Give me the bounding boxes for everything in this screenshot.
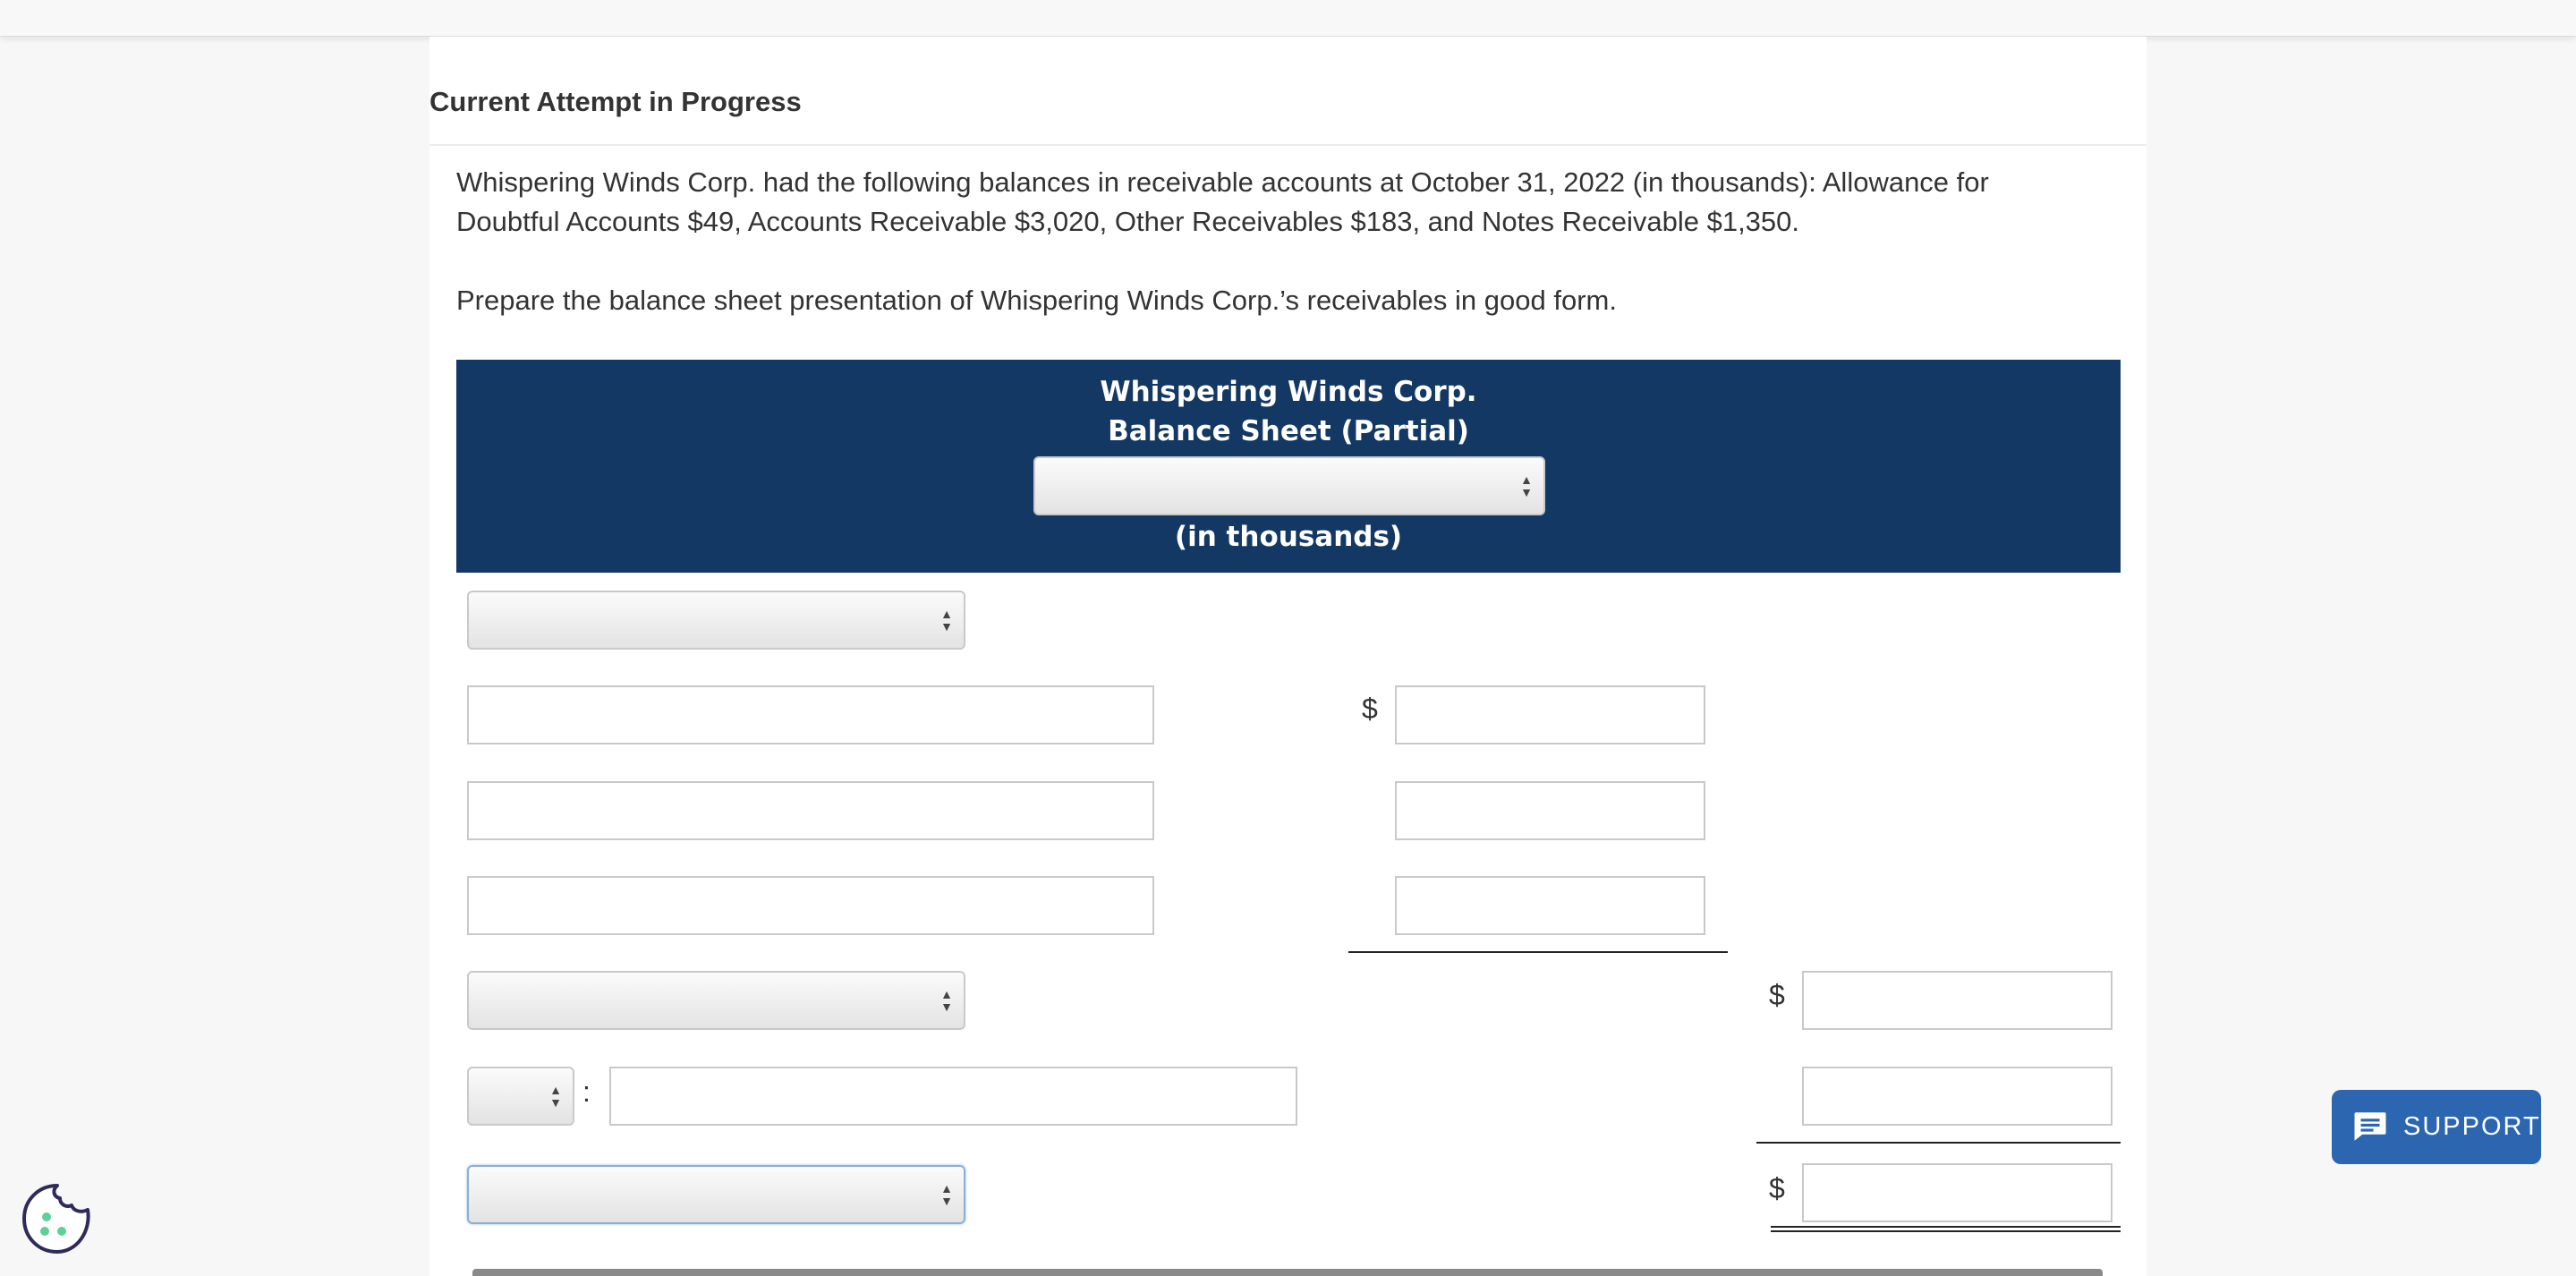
subtotal-select[interactable] [467, 971, 965, 1030]
amount-input-1[interactable] [1395, 685, 1705, 744]
currency-symbol: $ [1769, 979, 1785, 1011]
question-prompt: Prepare the balance sheet presentation of Whispering Winds Corp.’s receivables in good form. [456, 285, 1617, 316]
less-label-input[interactable] [609, 1067, 1297, 1126]
updown-arrows-icon: ▲ ▼ [549, 1083, 562, 1110]
total-underline [1756, 1142, 2121, 1144]
top-bar [0, 0, 2576, 37]
account-label-input-1[interactable] [467, 685, 1154, 744]
updown-arrows-icon: ▲ ▼ [940, 987, 953, 1014]
less-select[interactable] [467, 1067, 574, 1126]
updown-arrows-icon: ▲ ▼ [1520, 472, 1533, 499]
question-text: Whispering Winds Corp. had the following balances in receivable accounts at October 31, 2022 (in thousands): Allowance for Doubtful Accounts $49, Accounts Receivable $3,020, Other Receivables $183, and Notes Receivable $1,350. [456, 166, 1989, 237]
support-label: SUPPORT [2403, 1112, 2541, 1141]
statement-units: (in thousands) [1174, 521, 1403, 553]
currency-symbol: $ [1362, 693, 1378, 725]
double-underline-bottom [1771, 1230, 2121, 1232]
heading-divider [429, 144, 2147, 146]
account-label-input-2[interactable] [467, 781, 1154, 840]
currency-symbol: $ [1769, 1172, 1785, 1204]
cookie-icon[interactable] [20, 1181, 95, 1256]
account-label-input-3[interactable] [467, 876, 1154, 935]
updown-arrows-icon: ▲ ▼ [940, 607, 953, 634]
amount-input-2[interactable] [1395, 781, 1705, 840]
amount-input-3[interactable] [1395, 876, 1705, 935]
date-select[interactable] [1033, 456, 1545, 515]
company-name: Whispering Winds Corp. [1100, 376, 1477, 408]
support-button[interactable] [2332, 1090, 2541, 1164]
subtotal-underline [1348, 951, 1728, 953]
bottom-scroll-bar [472, 1269, 2103, 1276]
total-select[interactable] [467, 1165, 965, 1224]
label-separator: : [582, 1076, 591, 1108]
total-amount-input[interactable] [1802, 1163, 2113, 1222]
statement-title: Balance Sheet (Partial) [1108, 415, 1469, 447]
section-select[interactable] [467, 591, 965, 650]
updown-arrows-icon: ▲ ▼ [940, 1181, 953, 1208]
less-amount-input[interactable] [1802, 1067, 2113, 1126]
chat-icon [2351, 1108, 2389, 1145]
double-underline-top [1771, 1226, 2121, 1228]
subtotal-amount-input[interactable] [1802, 971, 2113, 1030]
attempt-heading: Current Attempt in Progress [429, 86, 802, 117]
statement-header [456, 360, 2121, 573]
